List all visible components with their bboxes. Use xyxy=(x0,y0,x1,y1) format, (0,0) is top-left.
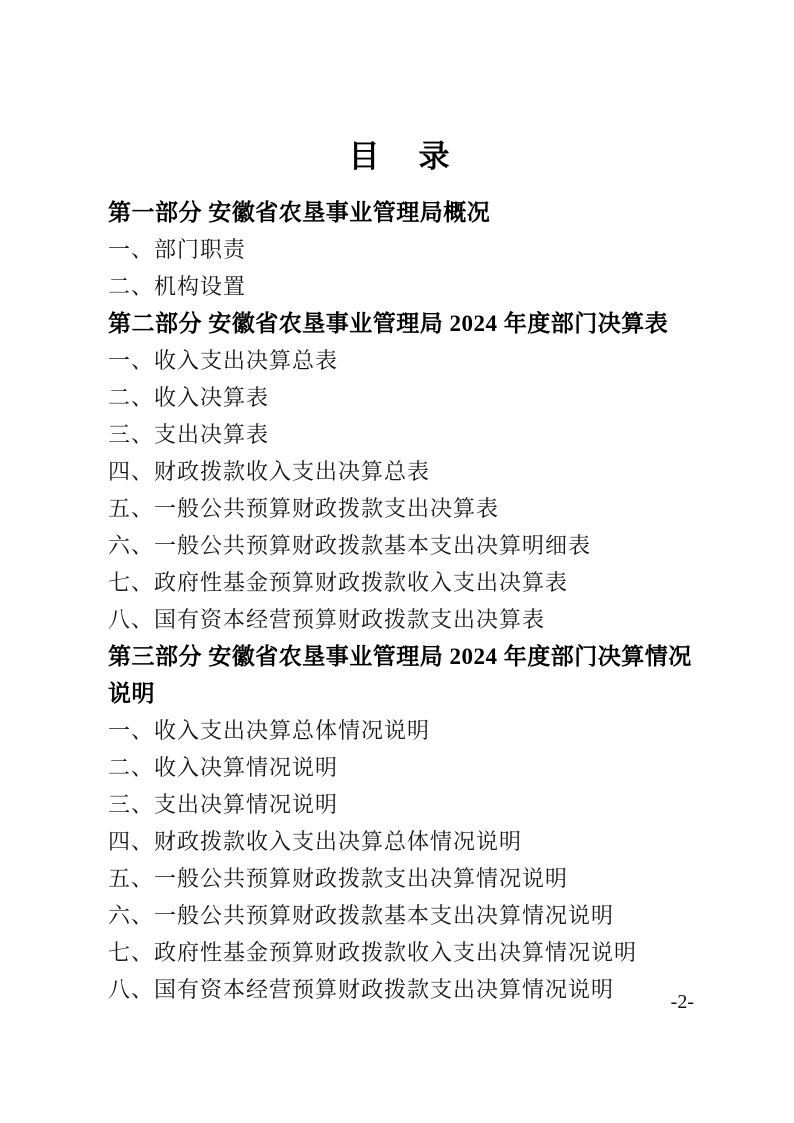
toc-item: 五、一般公共预算财政拨款支出决算情况说明 xyxy=(108,866,569,891)
toc-item: 一、收入支出决算总体情况说明 xyxy=(108,718,431,743)
toc-item: 七、政府性基金预算财政拨款收入支出决算情况说明 xyxy=(108,940,638,965)
toc-item: 四、财政拨款收入支出决算总体情况说明 xyxy=(108,829,523,854)
toc-item: 一、收入支出决算总表 xyxy=(108,348,339,373)
toc-content xyxy=(108,136,694,1008)
toc-item: 一、部门职责 xyxy=(108,237,247,262)
page-title: 目 录 xyxy=(348,139,454,174)
toc-item: 六、一般公共预算财政拨款基本支出决算情况说明 xyxy=(108,903,615,928)
toc-item: 七、政府性基金预算财政拨款收入支出决算表 xyxy=(108,570,569,595)
section-heading: 第三部分 安徽省农垦事业管理局 2024 年度部门决算情况说明 xyxy=(108,644,692,706)
toc-item: 八、国有资本经营预算财政拨款支出决算情况说明 xyxy=(108,977,615,1002)
page-number: -2- xyxy=(670,991,694,1013)
toc-item: 三、支出决算情况说明 xyxy=(108,792,339,817)
toc-item: 三、支出决算表 xyxy=(108,422,270,447)
table-of-contents xyxy=(108,194,694,1008)
toc-item: 二、收入决算表 xyxy=(108,385,270,410)
toc-item: 八、国有资本经营预算财政拨款支出决算表 xyxy=(108,607,546,632)
toc-item: 二、机构设置 xyxy=(108,274,247,299)
toc-item: 二、收入决算情况说明 xyxy=(108,755,339,780)
toc-item: 六、一般公共预算财政拨款基本支出决算明细表 xyxy=(108,533,592,558)
section-heading: 第二部分 安徽省农垦事业管理局 2024 年度部门决算表 xyxy=(108,311,669,336)
toc-item: 五、一般公共预算财政拨款支出决算表 xyxy=(108,496,500,521)
toc-item: 四、财政拨款收入支出决算总表 xyxy=(108,459,431,484)
section-heading: 第一部分 安徽省农垦事业管理局概况 xyxy=(108,200,491,225)
